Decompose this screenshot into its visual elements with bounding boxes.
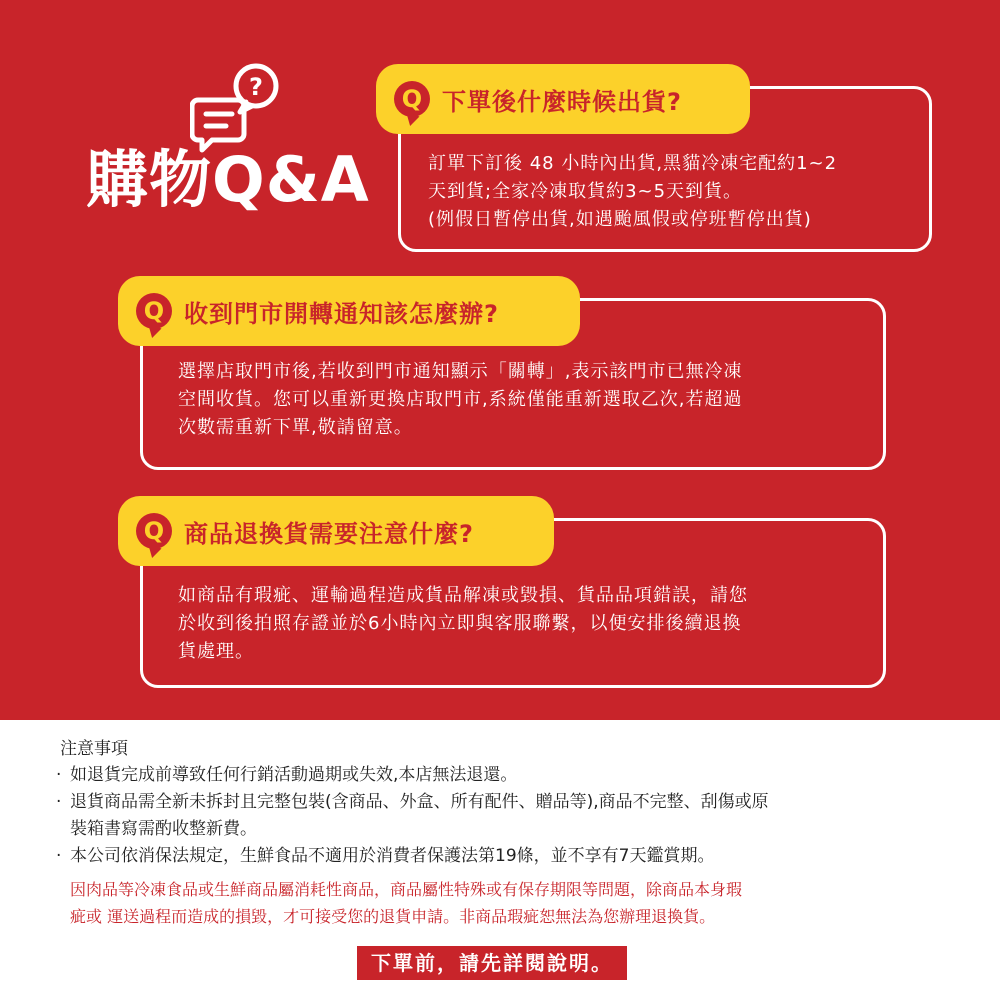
bullet: ·	[56, 765, 62, 785]
answer-line: 於收到後拍照存證並於6小時內立即與客服聯繫，以便安排後續退換	[178, 613, 742, 634]
bullet: ·	[56, 792, 62, 812]
note-line: 裝箱書寫需酌收整新費。	[70, 819, 257, 839]
answer-line: 選擇店取門市後,若收到門市通知顯示「關轉」,表示該門市已無冷凍	[178, 361, 743, 382]
brand-title: 購物Q&A	[86, 143, 370, 216]
answer-line: 訂單下訂後 48 小時內出貨,黑貓冷凍宅配約1~2	[428, 153, 838, 174]
note-item	[56, 762, 956, 789]
answer-line: 次數需重新下單,敬請留意。	[178, 417, 413, 438]
note-item	[56, 843, 956, 870]
q-badge-icon: Q	[136, 513, 172, 549]
note-item	[56, 789, 956, 843]
answer-line: 如商品有瑕疵、運輸過程造成貨品解凍或毀損、貨品品項錯誤，請您	[178, 585, 748, 606]
q-badge-icon: Q	[394, 81, 430, 117]
note-line: 退貨商品需全新未拆封且完整包裝(含商品、外盒、所有配件、贈品等),商品不完整、刮傷或原	[70, 792, 769, 812]
notes-section	[56, 736, 956, 930]
bullet: ·	[56, 846, 62, 866]
answer-line: 天到貨;全家冷凍取貨約3~5天到貨。	[428, 181, 743, 202]
answer-text	[428, 150, 918, 234]
answer-line: 貨處理。	[178, 641, 254, 662]
answer-line: 空間收貨。您可以重新更換店取門市,系統僅能重新選取乙次,若超過	[178, 389, 743, 410]
question-tag-shipping	[376, 64, 750, 134]
notes-warning	[70, 876, 950, 930]
warning-line: 因肉品等冷凍食品或生鮮商品屬消耗性商品，商品屬性特殊或有保存期限等問題，除商品本身瑕	[70, 880, 743, 899]
q-badge-icon: Q	[136, 293, 172, 329]
read-before-order-banner: 下單前，請先詳閱說明。	[357, 946, 627, 980]
warning-line: 疵或 運送過程而造成的損毀，才可接受您的退貨申請。非商品瑕疵恕無法為您辦理退換貨。	[70, 907, 716, 926]
question-tag-returns	[118, 496, 554, 566]
svg-text:?: ?	[249, 73, 263, 101]
answer-text	[178, 582, 868, 666]
note-line: 本公司依消保法規定，生鮮食品不適用於消費者保護法第19條，並不享有7天鑑賞期。	[70, 846, 715, 866]
answer-text	[178, 358, 868, 442]
question-tag-store-closed	[118, 276, 580, 346]
question-title: 收到門市開轉通知該怎麼辦?	[184, 299, 499, 328]
question-title: 商品退換貨需要注意什麼?	[184, 519, 474, 548]
note-line: 如退貨完成前導致任何行銷活動過期或失效,本店無法退還。	[70, 765, 518, 785]
answer-line: (例假日暫停出貨,如遇颱風假或停班暫停出貨)	[428, 209, 812, 230]
question-title: 下單後什麼時候出貨?	[442, 87, 682, 116]
notes-heading: 注意事項	[60, 739, 128, 759]
